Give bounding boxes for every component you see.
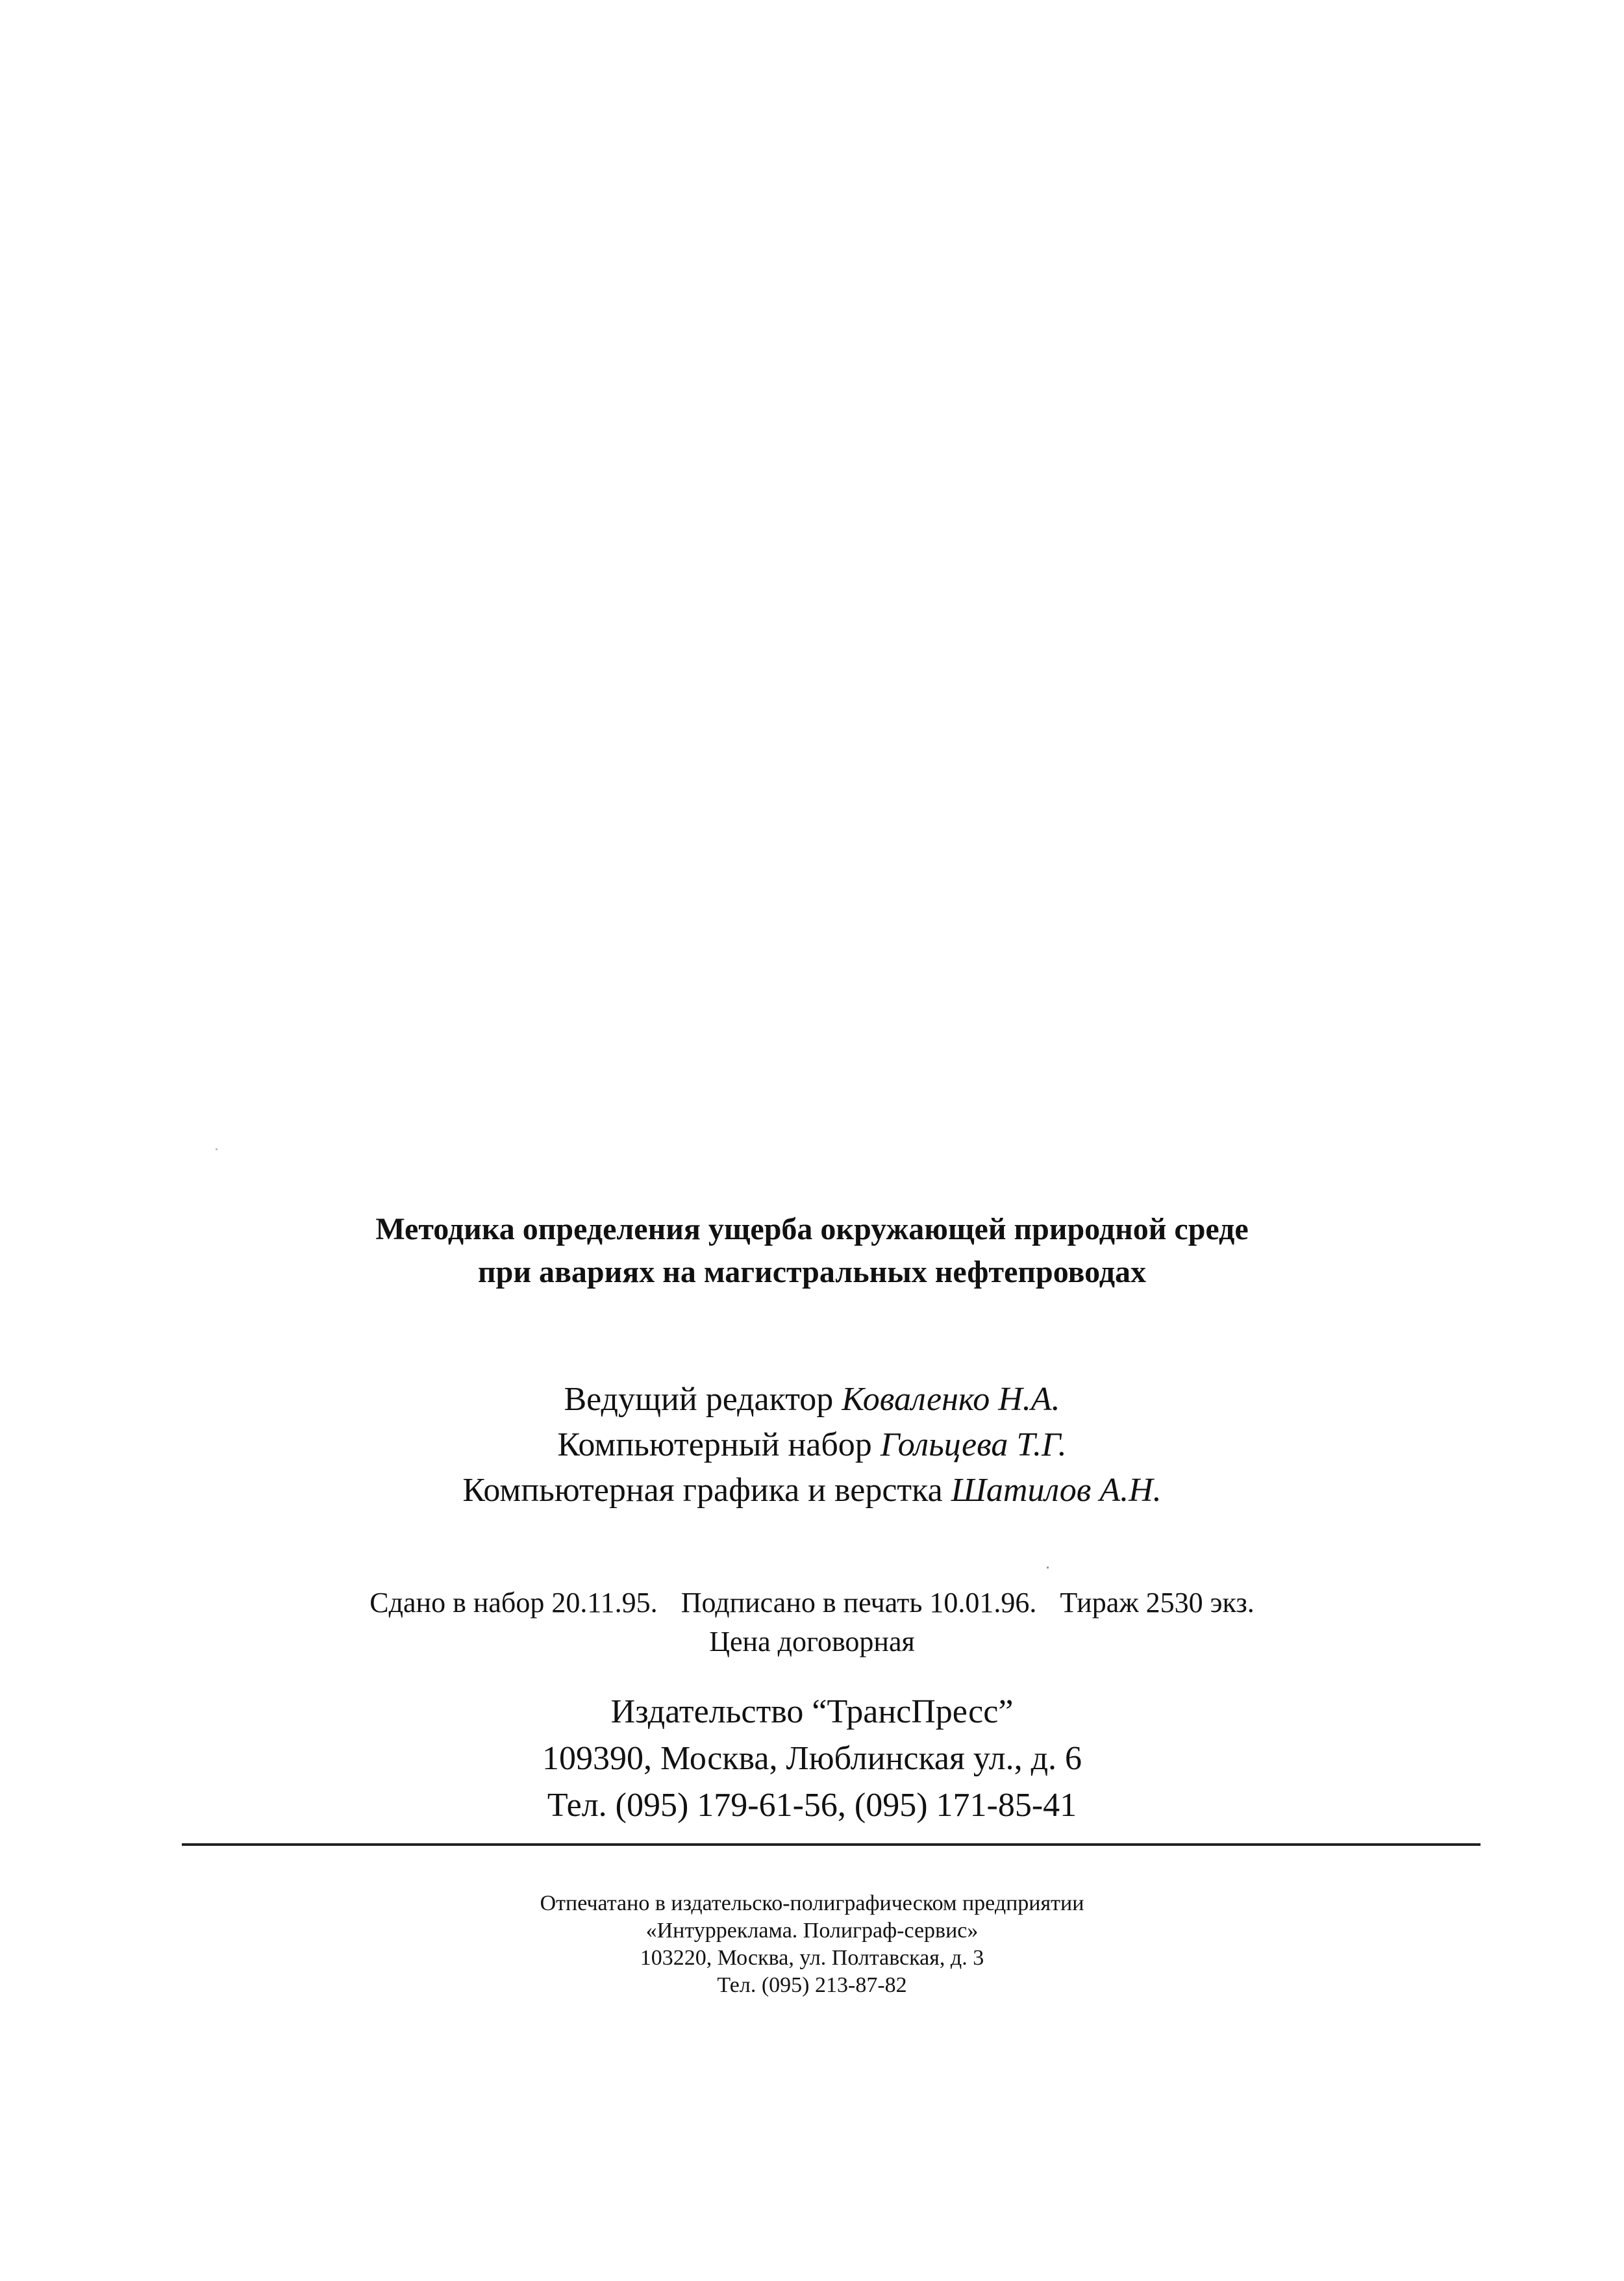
credit-typesetting (0, 1422, 1624, 1468)
typeset-date: Сдано в набор 20.11.95. (369, 1587, 658, 1619)
imprint (0, 1583, 1624, 1661)
title-line-2: при авариях на магистральных нефтепроводах (477, 1255, 1147, 1289)
price: Цена договорная (709, 1626, 915, 1657)
imprint-dates (0, 1583, 1624, 1622)
printer-line-2: «Интуррeклама. Полиграф-сервис» (645, 1919, 979, 1943)
publisher-phone: Тел. (095) 179-61-56, (095) 171-85-41 (547, 1787, 1077, 1824)
printer-info (0, 1890, 1624, 1999)
publisher-address: 109390, Москва, Люблинская ул., д. 6 (542, 1740, 1082, 1777)
divider-rule (182, 1843, 1480, 1846)
credit-name: Гольцева Т.Г. (880, 1426, 1067, 1463)
scan-speck (216, 1148, 218, 1150)
publisher (0, 1689, 1624, 1829)
credit-role: Компьютерная графика и верстка (462, 1472, 943, 1509)
printer-line-4: Тел. (095) 213-87-82 (717, 1973, 907, 1997)
credit-editor (0, 1377, 1624, 1422)
credit-name: Коваленко Н.А. (842, 1381, 1060, 1418)
credits (0, 1377, 1624, 1513)
printer-line-1: Отпечатано в издательско-полиграфическом предприятии (540, 1891, 1084, 1915)
book-title (0, 1208, 1624, 1294)
print-run: Тираж 2530 экз. (1060, 1587, 1255, 1619)
credit-graphics-layout (0, 1468, 1624, 1513)
credit-name: Шатилов А.Н. (951, 1472, 1162, 1509)
credit-role: Компьютерный набор (557, 1426, 872, 1463)
signed-date: Подписано в печать 10.01.96. (681, 1587, 1037, 1619)
credit-role: Ведущий редактор (564, 1381, 834, 1418)
scan-speck (1047, 1567, 1049, 1569)
printer-line-3: 103220, Москва, ул. Полтавская, д. 3 (640, 1946, 984, 1970)
title-line-1: Методика определения ущерба окружающей природной среде (375, 1212, 1249, 1246)
publisher-name: Издательство “ТрансПресс” (610, 1693, 1014, 1730)
